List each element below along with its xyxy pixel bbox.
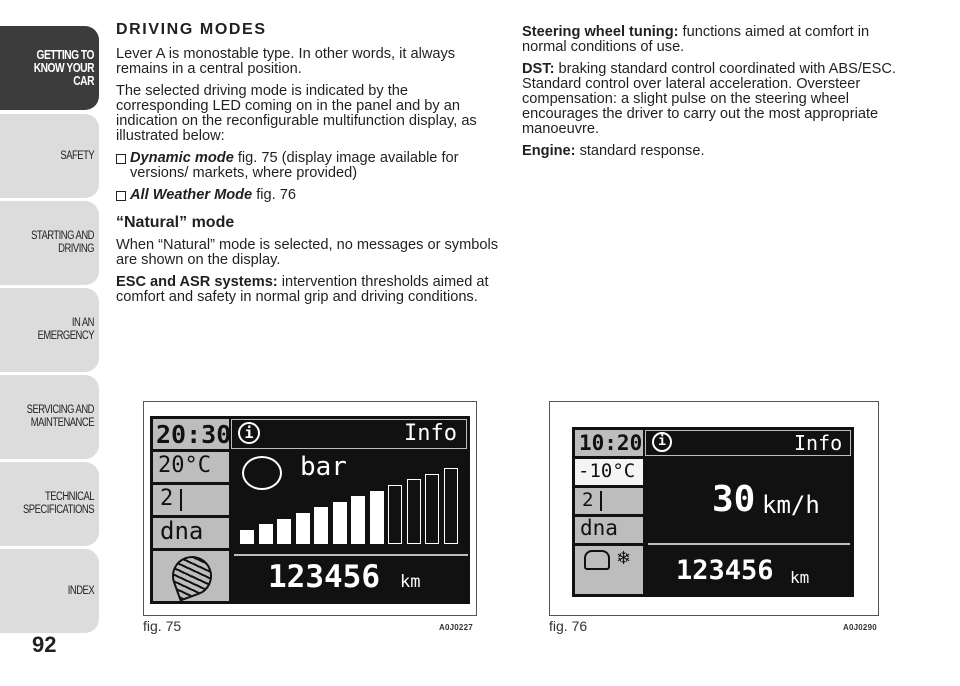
car-skid-icon [584, 550, 610, 570]
gauge-bar [351, 496, 365, 544]
clock: 20:30 [156, 420, 232, 449]
checkbox-bullet-icon [116, 154, 126, 164]
gear-indicator: 2 [582, 489, 594, 511]
pressure-unit: bar [300, 452, 347, 482]
outside-temperature: 20°C [158, 453, 211, 478]
info-label: Info [404, 421, 457, 446]
lcd-screen [572, 427, 854, 597]
gauge-bar [240, 530, 254, 544]
page-number: 92 [32, 632, 57, 657]
list-item: All Weather Mode fig. 76 [116, 188, 501, 203]
headlight-icon [600, 491, 614, 511]
dna-label: dna [160, 517, 204, 545]
paragraph-lever: Lever A is monostable type. In other words, it always remains in a central position. [116, 46, 456, 77]
tab-in-an-emergency[interactable]: IN AN EMERGENCY [0, 288, 99, 372]
dna-label: dna [580, 516, 618, 540]
paragraph-selected-mode: The selected driving mode is indicated by the corresponding LED coming on in the panel and by an indication on the reconfigurable multifunction display, as illustrated below: [116, 83, 477, 144]
gauge-bar [388, 485, 402, 544]
checkbox-bullet-icon [116, 191, 126, 201]
gauge-bar [333, 502, 347, 544]
tab-index[interactable]: INDEX [0, 549, 99, 633]
list-item: Dynamic mode fig. 75 (display image available for versions/ markets, where provided) [116, 151, 501, 181]
gauge-bar [425, 474, 439, 544]
speed-unit: km/h [762, 491, 820, 519]
figure-76-caption: fig. 76 [549, 618, 588, 634]
figure-75-code: A0J0227 [439, 623, 473, 632]
gear-indicator: 2 [160, 486, 174, 511]
odometer-value: 123456 [676, 555, 774, 586]
turbo-icon [242, 456, 282, 490]
figure-75-display [143, 401, 477, 616]
section-heading: DRIVING MODES [116, 21, 267, 38]
snowflake-icon: ❄ [616, 548, 632, 569]
clock: 10:20 [579, 431, 643, 455]
info-circle-icon: i [238, 422, 260, 444]
tab-servicing-and-maintenance[interactable]: SERVICING AND MAINTENANCE [0, 375, 99, 459]
outside-temperature: -10°C [578, 460, 636, 482]
figure-75-caption: fig. 75 [143, 618, 182, 634]
gauge-bar [314, 507, 328, 544]
paragraph-steering: Steering wheel tuning: functions aimed at comfort in normal conditions of use. [522, 24, 870, 55]
headlight-icon [180, 489, 194, 511]
lcd-screen [150, 416, 470, 604]
tab-starting-and-driving[interactable]: STARTING AND DRIVING [0, 201, 99, 285]
gauge-bar [370, 491, 384, 544]
paragraph-natural: When “Natural” mode is selected, no messages or symbols are shown on the display. [116, 237, 499, 268]
left-text-column [116, 22, 501, 312]
gauge-bar [277, 519, 291, 544]
info-circle-icon: i [652, 432, 672, 452]
paragraph-esc-asr: ESC and ASR systems: intervention thresholds aimed at comfort and safety in normal grip and driving conditions. [116, 274, 489, 305]
paragraph-engine: Engine: standard response. [522, 143, 705, 159]
right-text-column [522, 25, 907, 166]
odometer-unit: km [790, 568, 810, 587]
paragraph-dst: DST: braking standard control coordinated with ABS/ESC. Standard control over lateral acceleration. Oversteer compensation: a slight pulse on the steering wheel encourages the driver to carry out the most appropriate manoeuvre. [522, 61, 896, 137]
info-label: Info [794, 431, 843, 455]
figure-76-code: A0J0290 [843, 623, 877, 632]
turbo-pressure-gauge [240, 494, 462, 544]
tab-technical-specifications[interactable]: TECHNICAL SPECIFICATIONS [0, 462, 99, 546]
gauge-bar [444, 468, 458, 544]
figure-76-display [549, 401, 879, 616]
speed-value: 30 [712, 479, 756, 520]
gauge-bar [259, 524, 273, 544]
odometer-unit: km [400, 572, 421, 592]
chapter-sidebar [0, 0, 100, 686]
gauge-bar [296, 513, 310, 544]
tab-getting-to-know-your-car[interactable]: GETTING TO KNOW YOUR CAR [0, 26, 99, 110]
gauge-bar [407, 479, 421, 544]
tab-safety[interactable]: SAFETY [0, 114, 99, 198]
subheading-natural-mode: “Natural” mode [116, 214, 235, 231]
odometer-value: 123456 [268, 559, 380, 595]
